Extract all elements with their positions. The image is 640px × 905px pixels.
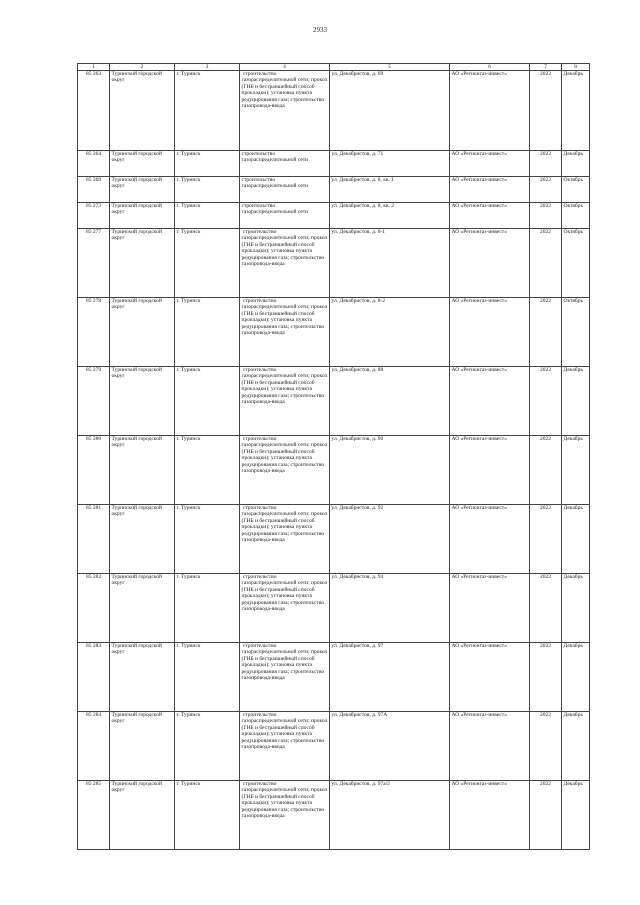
row-number: 85 263 <box>78 71 110 151</box>
table-row <box>78 203 590 229</box>
address-cell: ул. Декабристов, д. 97 <box>330 643 450 712</box>
table-row <box>78 436 590 505</box>
header-row <box>78 64 590 71</box>
month-cell: Декабрь <box>562 367 590 436</box>
locality-cell: г. Туринск <box>175 643 240 712</box>
municipality-cell: Туринский городской округ <box>110 643 175 712</box>
locality-cell: г. Туринск <box>175 203 240 229</box>
work-description-cell: строительство газораспределительной сети; прокол (ГНБ и бестраншейный способ прокладки); установка пункта редуцирования газа; строительство газопровода-ввода <box>240 298 330 367</box>
address-cell: ул. Декабристов, д. 88 <box>330 367 450 436</box>
row-number: 85 282 <box>78 574 110 643</box>
month-cell: Октябрь <box>562 177 590 203</box>
year-cell: 2022 <box>530 298 562 367</box>
work-description-cell: строительство газораспределительной сети; прокол (ГНБ и бестраншейный способ прокладки); установка пункта редуцирования газа; строительство газопровода-ввода <box>240 505 330 574</box>
row-number: 85 278 <box>78 298 110 367</box>
year-cell: 2022 <box>530 229 562 298</box>
organization-cell: АО «Регионгаз-инвест» <box>450 177 530 203</box>
organization-cell: АО «Регионгаз-инвест» <box>450 367 530 436</box>
gasification-table <box>77 63 590 850</box>
table-row <box>78 367 590 436</box>
table-row <box>78 712 590 781</box>
column-header: 7 <box>530 64 562 71</box>
year-cell: 2022 <box>530 505 562 574</box>
table-body <box>78 71 590 850</box>
locality-cell: г. Туринск <box>175 781 240 850</box>
column-header: 4 <box>240 64 330 71</box>
address-cell: ул. Декабристов, д. 97А <box>330 712 450 781</box>
work-description-cell: строительство газораспределительной сети; прокол (ГНБ и бестраншейный способ прокладки); установка пункта редуцирования газа; строительство газопровода-ввода <box>240 712 330 781</box>
month-cell: Октябрь <box>562 203 590 229</box>
organization-cell: АО «Регионгаз-инвест» <box>450 781 530 850</box>
organization-cell: АО «Регионгаз-инвест» <box>450 151 530 177</box>
year-cell: 2022 <box>530 643 562 712</box>
work-description-cell: строительство газораспределительной сети; прокол (ГНБ и бестраншейный способ прокладки); установка пункта редуцирования газа; строительство газопровода-ввода <box>240 436 330 505</box>
municipality-cell: Туринский городской округ <box>110 436 175 505</box>
municipality-cell: Туринский городской округ <box>110 203 175 229</box>
work-description-cell: строительство газораспределительной сети <box>240 203 330 229</box>
work-description-cell: строительство газораспределительной сети; прокол (ГНБ и бестраншейный способ прокладки); установка пункта редуцирования газа; строительство газопровода-ввода <box>240 781 330 850</box>
address-cell: ул. Декабристов, д. 90 <box>330 436 450 505</box>
table-row <box>78 643 590 712</box>
work-description-cell: строительство газораспределительной сети; прокол (ГНБ и бестраншейный способ прокладки); установка пункта редуцирования газа; строительство газопровода-ввода <box>240 574 330 643</box>
locality-cell: г. Туринск <box>175 177 240 203</box>
work-description-cell: строительство газораспределительной сети <box>240 151 330 177</box>
organization-cell: АО «Регионгаз-инвест» <box>450 436 530 505</box>
locality-cell: г. Туринск <box>175 71 240 151</box>
column-header: 3 <box>175 64 240 71</box>
month-cell: Декабрь <box>562 151 590 177</box>
year-cell: 2022 <box>530 71 562 151</box>
address-cell: ул. Декабристов, д. 71 <box>330 151 450 177</box>
month-cell: Декабрь <box>562 712 590 781</box>
municipality-cell: Туринский городской округ <box>110 229 175 298</box>
row-number: 85 280 <box>78 436 110 505</box>
address-cell: ул. Декабристов, д. 69 <box>330 71 450 151</box>
organization-cell: АО «Регионгаз-инвест» <box>450 71 530 151</box>
locality-cell: г. Туринск <box>175 436 240 505</box>
locality-cell: г. Туринск <box>175 151 240 177</box>
address-cell: ул. Декабристов, д. 97а/2 <box>330 781 450 850</box>
table-row <box>78 574 590 643</box>
column-header: 2 <box>110 64 175 71</box>
locality-cell: г. Туринск <box>175 574 240 643</box>
locality-cell: г. Туринск <box>175 298 240 367</box>
row-number: 85 283 <box>78 643 110 712</box>
organization-cell: АО «Регионгаз-инвест» <box>450 574 530 643</box>
month-cell: Октябрь <box>562 298 590 367</box>
month-cell: Декабрь <box>562 574 590 643</box>
municipality-cell: Туринский городской округ <box>110 71 175 151</box>
municipality-cell: Туринский городской округ <box>110 505 175 574</box>
work-description-cell: строительство газораспределительной сети; прокол (ГНБ и бестраншейный способ прокладки); установка пункта редуцирования газа; строительство газопровода-ввода <box>240 229 330 298</box>
organization-cell: АО «Регионгаз-инвест» <box>450 203 530 229</box>
row-number: 85 284 <box>78 712 110 781</box>
organization-cell: АО «Регионгаз-инвест» <box>450 505 530 574</box>
address-cell: ул. Декабристов, д. 8-2 <box>330 298 450 367</box>
row-number: 85 279 <box>78 367 110 436</box>
month-cell: Декабрь <box>562 781 590 850</box>
month-cell: Октябрь <box>562 229 590 298</box>
table-row <box>78 781 590 850</box>
row-number: 85 285 <box>78 781 110 850</box>
row-number: 85 273 <box>78 203 110 229</box>
work-description-cell: строительство газораспределительной сети <box>240 177 330 203</box>
organization-cell: АО «Регионгаз-инвест» <box>450 229 530 298</box>
month-cell: Декабрь <box>562 505 590 574</box>
locality-cell: г. Туринск <box>175 229 240 298</box>
address-cell: ул. Декабристов, д. 8-1 <box>330 229 450 298</box>
organization-cell: АО «Регионгаз-инвест» <box>450 298 530 367</box>
year-cell: 2022 <box>530 367 562 436</box>
row-number: 85 264 <box>78 151 110 177</box>
page-number: 2933 <box>313 26 327 34</box>
work-description-cell: строительство газораспределительной сети; прокол (ГНБ и бестраншейный способ прокладки); установка пункта редуцирования газа; строительство газопровода-ввода <box>240 643 330 712</box>
locality-cell: г. Туринск <box>175 505 240 574</box>
municipality-cell: Туринский городской округ <box>110 574 175 643</box>
municipality-cell: Туринский городской округ <box>110 298 175 367</box>
municipality-cell: Туринский городской округ <box>110 177 175 203</box>
column-header: 6 <box>450 64 530 71</box>
table-row <box>78 505 590 574</box>
municipality-cell: Туринский городской округ <box>110 151 175 177</box>
municipality-cell: Туринский городской округ <box>110 367 175 436</box>
row-number: 85 277 <box>78 229 110 298</box>
organization-cell: АО «Регионгаз-инвест» <box>450 712 530 781</box>
municipality-cell: Туринский городской округ <box>110 712 175 781</box>
locality-cell: г. Туринск <box>175 712 240 781</box>
address-cell: ул. Декабристов, д. 8, кв. 1 <box>330 177 450 203</box>
month-cell: Декабрь <box>562 71 590 151</box>
column-header: 5 <box>330 64 450 71</box>
column-header: 1 <box>78 64 110 71</box>
row-number: 85 269 <box>78 177 110 203</box>
year-cell: 2022 <box>530 436 562 505</box>
address-cell: ул. Декабристов, д. 92 <box>330 505 450 574</box>
address-cell: ул. Декабристов, д. 8, кв. 2 <box>330 203 450 229</box>
table-row <box>78 229 590 298</box>
table-row <box>78 151 590 177</box>
year-cell: 2022 <box>530 151 562 177</box>
address-cell: ул. Декабристов, д. 94 <box>330 574 450 643</box>
month-cell: Декабрь <box>562 643 590 712</box>
month-cell: Декабрь <box>562 436 590 505</box>
table-row <box>78 177 590 203</box>
year-cell: 2022 <box>530 203 562 229</box>
organization-cell: АО «Регионгаз-инвест» <box>450 643 530 712</box>
table-row <box>78 71 590 151</box>
work-description-cell: строительство газораспределительной сети; прокол (ГНБ и бестраншейный способ прокладки); установка пункта редуцирования газа; строительство газопровода-ввода <box>240 71 330 151</box>
year-cell: 2022 <box>530 712 562 781</box>
year-cell: 2022 <box>530 574 562 643</box>
column-header: 8 <box>562 64 590 71</box>
year-cell: 2022 <box>530 781 562 850</box>
table-row <box>78 298 590 367</box>
locality-cell: г. Туринск <box>175 367 240 436</box>
year-cell: 2022 <box>530 177 562 203</box>
work-description-cell: строительство газораспределительной сети; прокол (ГНБ и бестраншейный способ прокладки); установка пункта редуцирования газа; строительство газопровода-ввода <box>240 367 330 436</box>
row-number: 85 281 <box>78 505 110 574</box>
municipality-cell: Туринский городской округ <box>110 781 175 850</box>
